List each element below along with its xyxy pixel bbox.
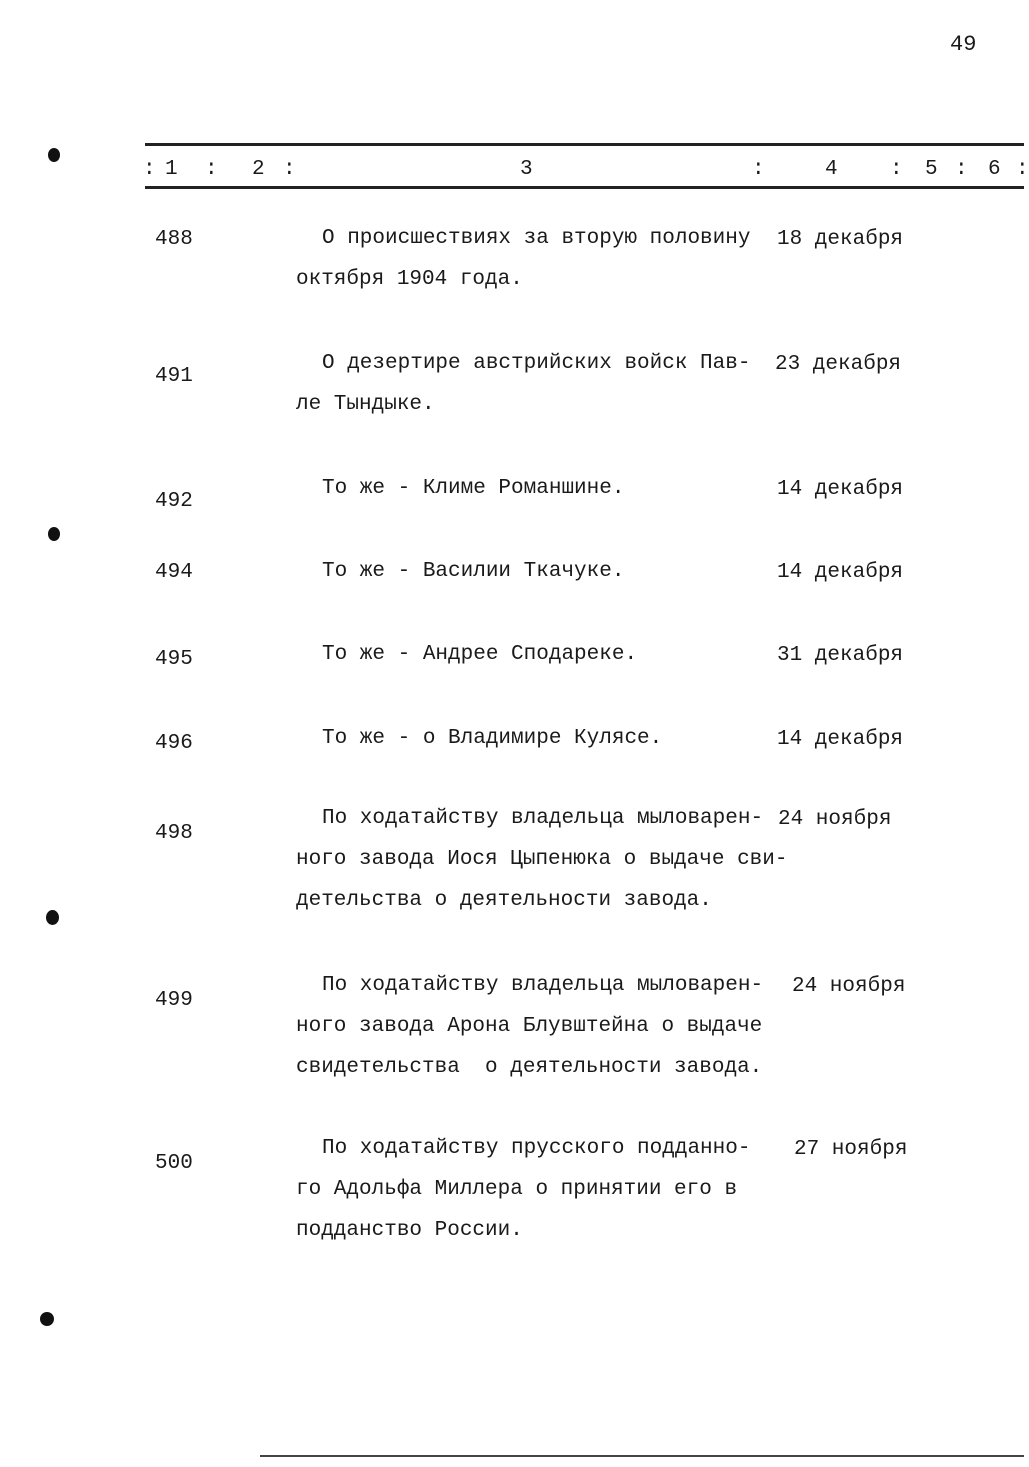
case-description-line: По ходатайству владельца мыловарен- [322, 807, 764, 830]
column-separator: : [1016, 158, 1029, 181]
case-number: 495 [155, 648, 193, 671]
case-description-line: То же - Андрее Сподареке. [322, 643, 638, 666]
punch-hole-mark [48, 527, 60, 541]
case-description-line: свидетельства о деятельности завода. [296, 1056, 763, 1079]
case-description-line: ного завода Арона Блувштейна о выдаче [296, 1015, 763, 1038]
case-description-line: го Адольфа Миллера о принятии его в [296, 1178, 738, 1201]
col-header-6: 6 [988, 158, 1001, 181]
column-separator: : [955, 158, 968, 181]
case-description-line: ле Тындыке. [296, 393, 435, 416]
case-date: 18 декабря [777, 228, 904, 251]
case-number: 488 [155, 228, 193, 251]
case-date: 14 декабря [777, 478, 904, 501]
column-separator: : [890, 158, 903, 181]
column-separator: : [283, 158, 296, 181]
header-top-rule [145, 143, 1024, 146]
case-description-line: То же - о Владимире Кулясе. [322, 727, 663, 750]
header-bottom-rule [145, 186, 1024, 189]
case-number: 491 [155, 365, 193, 388]
case-description-line: октября 1904 года. [296, 268, 523, 291]
col-header-4: 4 [825, 158, 838, 181]
case-number: 500 [155, 1152, 193, 1175]
page-number: 49 [950, 32, 977, 57]
column-separator: : [752, 158, 765, 181]
case-description-line: подданство России. [296, 1219, 523, 1242]
col-header-2: 2 [252, 158, 265, 181]
case-date: 24 ноября [778, 808, 892, 831]
case-description-line: детельства о деятельности завода. [296, 889, 712, 912]
case-description-line: По ходатайству прусского подданно- [322, 1137, 751, 1160]
case-date: 24 ноября [792, 975, 906, 998]
case-description-line: ного завода Иося Цыпенюка о выдаче сви- [296, 848, 788, 871]
col-header-1: 1 [165, 158, 178, 181]
col-header-5: 5 [925, 158, 938, 181]
case-number: 492 [155, 490, 193, 513]
case-date: 23 декабря [775, 353, 902, 376]
case-number: 494 [155, 561, 193, 584]
column-separator: : [143, 158, 156, 181]
case-description-line: О дезертире австрийских войск Пав- [322, 352, 751, 375]
punch-hole-mark [48, 148, 60, 162]
column-separator: : [205, 158, 218, 181]
case-date: 27 ноября [794, 1138, 908, 1161]
col-header-3: 3 [520, 158, 533, 181]
case-description-line: По ходатайству владельца мыловарен- [322, 974, 764, 997]
punch-hole-mark [46, 910, 59, 925]
case-date: 14 декабря [777, 561, 904, 584]
case-date: 14 декабря [777, 728, 904, 751]
case-description-line: То же - Климе Романшине. [322, 477, 625, 500]
case-description-line: То же - Василии Ткачуке. [322, 560, 625, 583]
case-number: 499 [155, 989, 193, 1012]
punch-hole-mark [40, 1312, 54, 1326]
case-description-line: О происшествиях за вторую половину [322, 227, 751, 250]
bottom-rule [260, 1455, 1024, 1457]
case-date: 31 декабря [777, 644, 904, 667]
case-number: 498 [155, 822, 193, 845]
case-number: 496 [155, 732, 193, 755]
